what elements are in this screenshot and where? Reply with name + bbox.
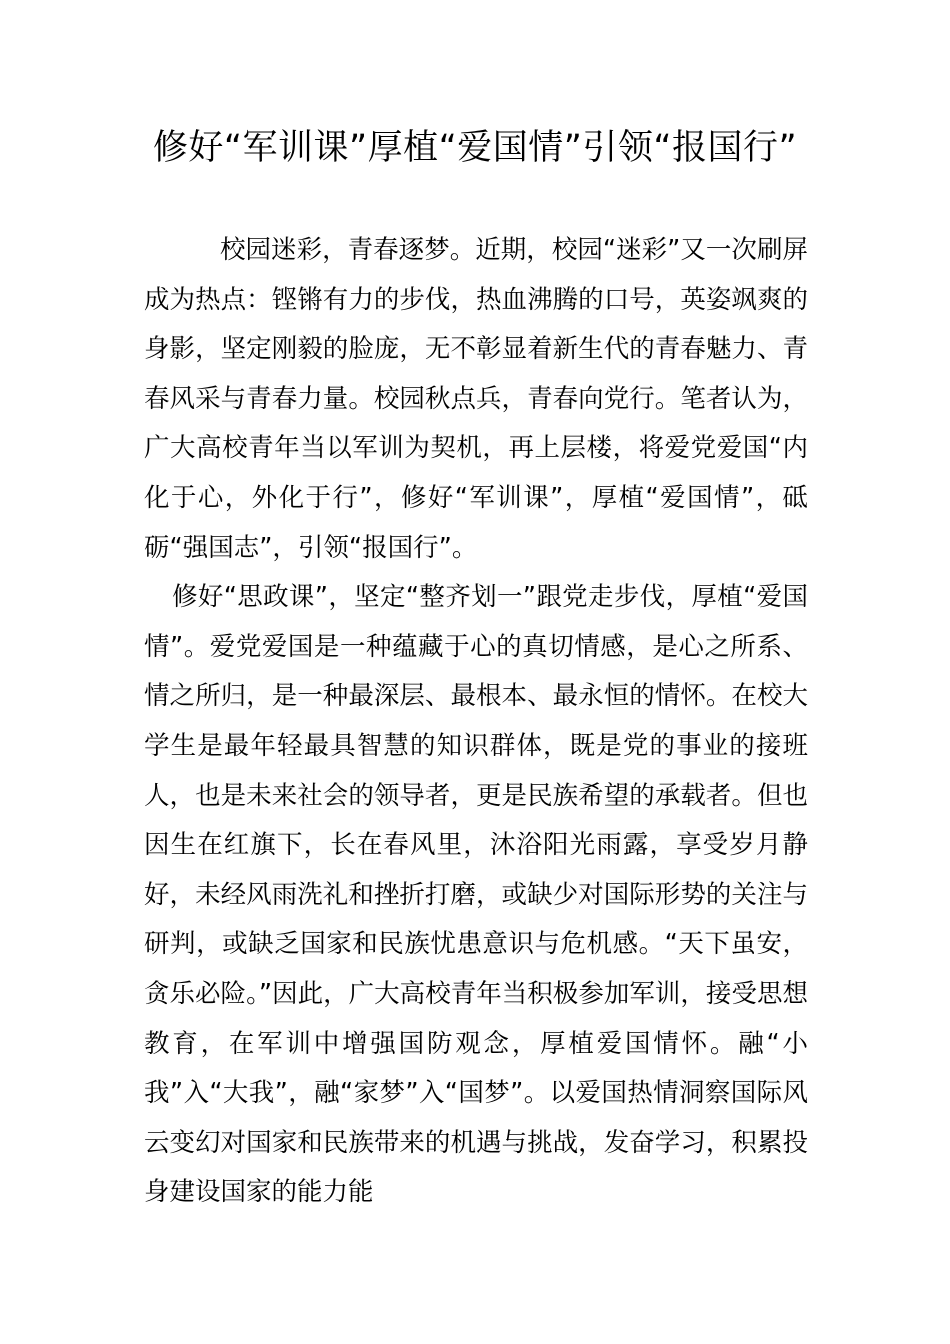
document-body (144, 226, 808, 1218)
document-title: 修好“军训课”厚植“爱国情”引领“报国行” (152, 128, 798, 168)
paragraph-ideology: 修好“思政课”，坚定“整齐划一”跟党走步伐，厚植“爱国情”。爱党爱国是一种蕴藏于心的真切情感，是心之所系、情之所归，是一种最深层、最根本、最永恒的情怀。在校大学生是最年轻最具智慧的知识群体，既是党的事业的接班人，也是未来社会的领导者，更是民族希望的承载者。但也因生在红旗下，长在春风里，沐浴阳光雨露，享受岁月静好，未经风雨洗礼和挫折打磨，或缺少对国际形势的关注与研判，或缺乏国家和民族忧患意识与危机感。“天下虽安，贪乐必险。”因此，广大高校青年当积极参加军训，接受思想教育，在军训中增强国防观念，厚植爱国情怀。融“小我”入“大我”，融“家梦”入“国梦”。以爱国热情洞察国际风云变幻对国家和民族带来的机遇与挑战，发奋学习，积累投身建设国家的能力能 (144, 582, 808, 1208)
paragraph-intro: 校园迷彩，青春逐梦。近期，校园“迷彩”又一次刷屏成为热点：铿锵有力的步伐，热血沸腾的口号，英姿飒爽的身影，坚定刚毅的脸庞，无不彰显着新生代的青春魅力、青春风采与青春力量。校园秋点兵，青春向党行。笔者认为，广大高校青年当以军训为契机，再上层楼，将爱党爱国“内化于心，外化于行”，修好“军训课”，厚植“爱国情”，砥砺“强国志”，引领“报国行”。 (144, 235, 808, 563)
